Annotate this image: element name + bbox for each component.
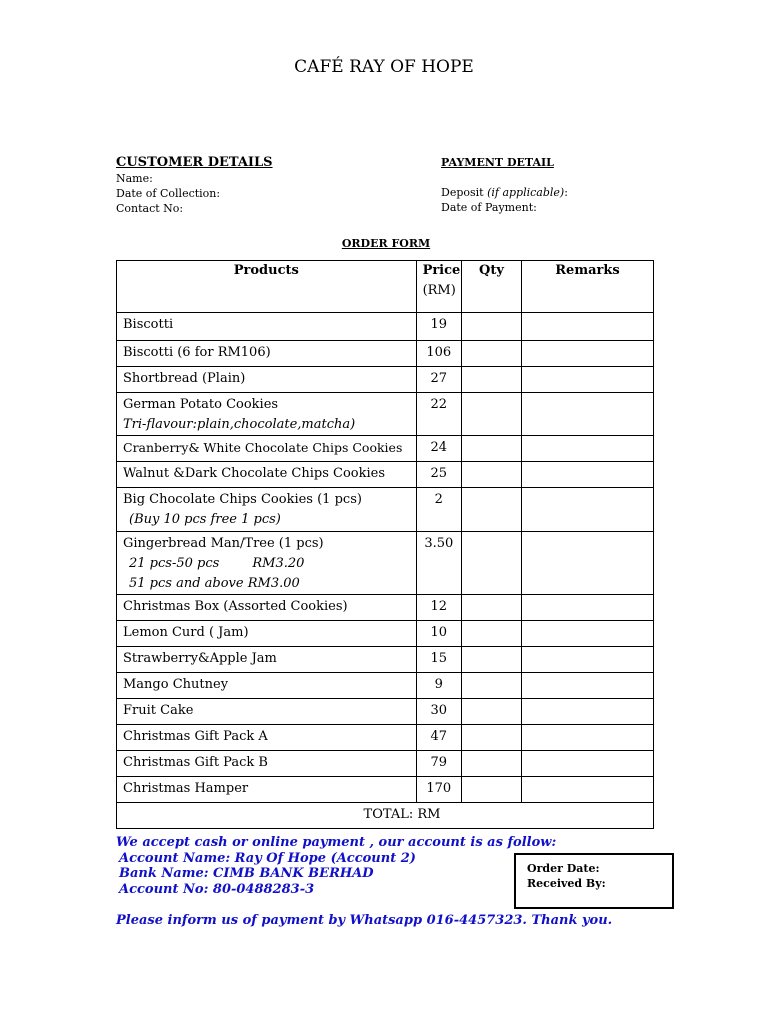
product-price: 27 bbox=[416, 367, 461, 393]
remarks-cell[interactable] bbox=[521, 621, 653, 647]
total-row bbox=[117, 803, 654, 829]
qty-cell[interactable] bbox=[462, 621, 522, 647]
table-row bbox=[117, 595, 654, 621]
customer-details-heading: CUSTOMER DETAILS bbox=[116, 155, 273, 170]
order-header-row bbox=[117, 261, 654, 313]
product-price: 12 bbox=[416, 595, 461, 621]
product-price: 170 bbox=[416, 777, 461, 803]
product-name: Biscotti (6 for RM106) bbox=[117, 341, 417, 367]
remarks-cell[interactable] bbox=[521, 725, 653, 751]
remarks-cell[interactable] bbox=[521, 595, 653, 621]
qty-cell[interactable] bbox=[462, 777, 522, 803]
product-name: Walnut &Dark Chocolate Chips Cookies bbox=[117, 462, 417, 488]
qty-cell[interactable] bbox=[462, 699, 522, 725]
product-name: Christmas Gift Pack B bbox=[117, 751, 417, 777]
order-form-heading: ORDER FORM bbox=[341, 237, 431, 250]
product-name: Mango Chutney bbox=[117, 673, 417, 699]
product-price: 10 bbox=[416, 621, 461, 647]
header-products: Products bbox=[117, 261, 417, 313]
product-price: 3.50 bbox=[416, 532, 461, 595]
qty-cell[interactable] bbox=[462, 393, 522, 436]
table-row bbox=[117, 313, 654, 341]
page-title: CAFÉ RAY OF HOPE bbox=[294, 57, 474, 77]
payment-detail-heading: PAYMENT DETAIL bbox=[441, 156, 554, 169]
product-price: 30 bbox=[416, 699, 461, 725]
product-name: Big Chocolate Chips Cookies (1 pcs) (Buy 10 pcs free 1 pcs) bbox=[117, 488, 417, 532]
header-remarks: Remarks bbox=[521, 261, 653, 313]
table-row bbox=[117, 393, 654, 436]
contact-label: Contact No: bbox=[116, 202, 184, 215]
qty-cell[interactable] bbox=[462, 725, 522, 751]
whatsapp-note: Please inform us of payment by Whatsapp 016-4457323. Thank you. bbox=[116, 913, 613, 928]
remarks-cell[interactable] bbox=[521, 313, 653, 341]
payment-intro: We accept cash or online payment , our account is as follow: bbox=[116, 835, 557, 850]
table-row bbox=[117, 673, 654, 699]
table-row bbox=[117, 341, 654, 367]
qty-cell[interactable] bbox=[462, 532, 522, 595]
qty-cell[interactable] bbox=[462, 341, 522, 367]
product-price: 25 bbox=[416, 462, 461, 488]
product-name: Cranberry& White Chocolate Chips Cookies bbox=[117, 436, 417, 462]
payment-info bbox=[116, 835, 556, 897]
product-name: Christmas Hamper bbox=[117, 777, 417, 803]
customer-details-fields bbox=[116, 171, 220, 216]
table-row bbox=[117, 367, 654, 393]
received-by-label: Received By: bbox=[527, 877, 606, 890]
product-name: Biscotti bbox=[117, 313, 417, 341]
remarks-cell[interactable] bbox=[521, 751, 653, 777]
qty-cell[interactable] bbox=[462, 673, 522, 699]
table-row bbox=[117, 436, 654, 462]
product-name: Lemon Curd ( Jam) bbox=[117, 621, 417, 647]
remarks-cell[interactable] bbox=[521, 462, 653, 488]
table-row bbox=[117, 532, 654, 595]
office-use-box bbox=[514, 853, 674, 909]
payment-date-label: Date of Payment: bbox=[441, 201, 537, 214]
qty-cell[interactable] bbox=[462, 436, 522, 462]
remarks-cell[interactable] bbox=[521, 367, 653, 393]
qty-cell[interactable] bbox=[462, 367, 522, 393]
account-number: Account No: 80-0488283-3 bbox=[119, 881, 315, 897]
table-row bbox=[117, 725, 654, 751]
payment-detail-fields bbox=[441, 185, 568, 215]
product-name: Christmas Box (Assorted Cookies) bbox=[117, 595, 417, 621]
name-label: Name: bbox=[116, 172, 153, 185]
remarks-cell[interactable] bbox=[521, 393, 653, 436]
remarks-cell[interactable] bbox=[521, 488, 653, 532]
remarks-cell[interactable] bbox=[521, 436, 653, 462]
header-price: Price (RM) bbox=[416, 261, 461, 313]
qty-cell[interactable] bbox=[462, 751, 522, 777]
product-price: 9 bbox=[416, 673, 461, 699]
deposit-label: Deposit (if applicable): bbox=[441, 186, 568, 199]
product-price: 2 bbox=[416, 488, 461, 532]
product-price: 47 bbox=[416, 725, 461, 751]
table-row bbox=[117, 621, 654, 647]
product-name: Gingerbread Man/Tree (1 pcs) 21 pcs-50 pcs RM3.20 51 pcs and above RM3.00 bbox=[117, 532, 417, 595]
remarks-cell[interactable] bbox=[521, 673, 653, 699]
qty-cell[interactable] bbox=[462, 462, 522, 488]
product-price: 22 bbox=[416, 393, 461, 436]
product-price: 106 bbox=[416, 341, 461, 367]
order-date-label: Order Date: bbox=[527, 862, 600, 875]
order-table bbox=[116, 260, 654, 829]
bank-name: Bank Name: CIMB BANK BERHAD bbox=[119, 866, 374, 881]
remarks-cell[interactable] bbox=[521, 532, 653, 595]
account-name: Account Name: Ray Of Hope (Account 2) bbox=[119, 850, 416, 866]
product-name: German Potato Cookies Tri-flavour:plain,chocolate,matcha) bbox=[117, 393, 417, 436]
product-price: 15 bbox=[416, 647, 461, 673]
header-qty: Qty bbox=[462, 261, 522, 313]
product-price: 19 bbox=[416, 313, 461, 341]
collection-date-label: Date of Collection: bbox=[116, 187, 221, 200]
product-price: 79 bbox=[416, 751, 461, 777]
product-name: Christmas Gift Pack A bbox=[117, 725, 417, 751]
table-row bbox=[117, 488, 654, 532]
table-row bbox=[117, 462, 654, 488]
remarks-cell[interactable] bbox=[521, 777, 653, 803]
product-price: 24 bbox=[416, 436, 461, 462]
table-row bbox=[117, 777, 654, 803]
qty-cell[interactable] bbox=[462, 595, 522, 621]
product-name: Strawberry&Apple Jam bbox=[117, 647, 417, 673]
product-name: Shortbread (Plain) bbox=[117, 367, 417, 393]
qty-cell[interactable] bbox=[462, 488, 522, 532]
remarks-cell[interactable] bbox=[521, 699, 653, 725]
product-name: Fruit Cake bbox=[117, 699, 417, 725]
table-row bbox=[117, 647, 654, 673]
qty-cell[interactable] bbox=[462, 647, 522, 673]
remarks-cell[interactable] bbox=[521, 647, 653, 673]
total-label: TOTAL: RM bbox=[117, 803, 654, 829]
qty-cell[interactable] bbox=[462, 313, 522, 341]
remarks-cell[interactable] bbox=[521, 341, 653, 367]
table-row bbox=[117, 699, 654, 725]
table-row bbox=[117, 751, 654, 777]
